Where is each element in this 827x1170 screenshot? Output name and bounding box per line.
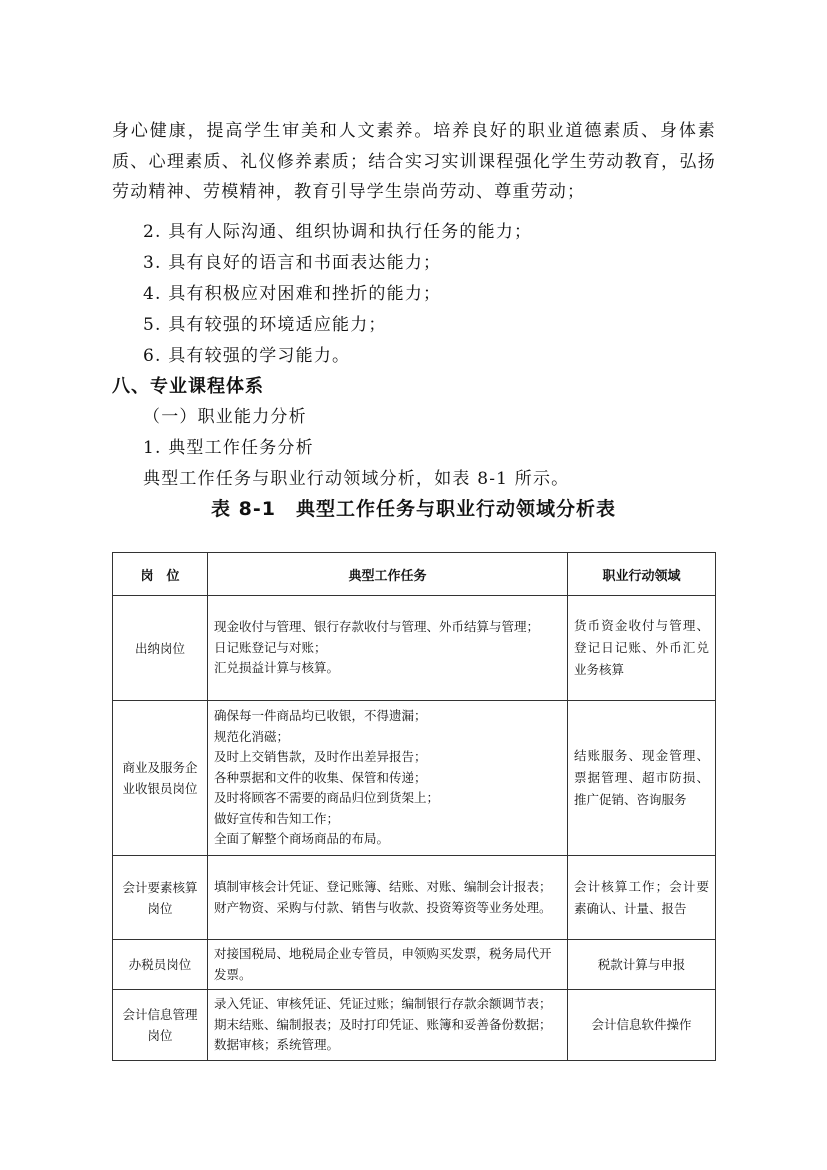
ability-item-2: 2. 具有人际沟通、组织协调和执行任务的能力； — [143, 222, 533, 242]
table-title: 表 8-1 典型工作任务与职业行动领域分析表 — [211, 498, 616, 520]
sub-item-heading: 1. 典型工作任务分析 — [143, 438, 314, 458]
task-item: 规范化消磁； — [214, 728, 290, 744]
task-item: 财产物资、采购与付款、销售与收款、投资筹资等业务处理。 — [214, 899, 552, 915]
position-cell: 商业及服务企业收银员岗位 — [113, 701, 208, 856]
sub-item-description: 典型工作任务与职业行动领域分析，如表 8-1 所示。 — [143, 469, 570, 489]
subsection-heading: （一）职业能力分析 — [143, 407, 307, 427]
task-item: 现金收付与管理、银行存款收付与管理、外币结算与管理； — [214, 619, 540, 635]
task-analysis-table — [112, 552, 716, 1061]
table-row — [113, 940, 716, 990]
task-item: 全面了解整个商场商品的布局。 — [214, 831, 390, 847]
table-row — [113, 701, 716, 856]
task-item: 各种票据和文件的收集、保管和传递； — [214, 769, 427, 785]
ability-item-5: 5. 具有较强的环境适应能力； — [143, 315, 387, 335]
task-item: 及时上交销售款，及时作出差异报告； — [214, 749, 427, 765]
table-row — [113, 596, 716, 701]
position-cell: 办税员岗位 — [113, 940, 208, 990]
field-cell: 结账服务、现金管理、票据管理、超市防损、推广促销、咨询服务 — [568, 701, 716, 856]
task-item: 填制审核会计凭证、登记账簿、结账、对账、编制会计报表； — [214, 879, 552, 894]
header-field: 职业行动领域 — [568, 553, 716, 596]
ability-item-3: 3. 具有良好的语言和书面表达能力； — [143, 253, 442, 273]
tasks-cell — [208, 596, 568, 701]
position-cell: 会计信息管理岗位 — [113, 990, 208, 1061]
ability-item-6: 6. 具有较强的学习能力。 — [143, 346, 351, 366]
tasks-cell — [208, 940, 568, 990]
tasks-cell — [208, 856, 568, 940]
field-cell: 货币资金收付与管理、登记日记账、外币汇兑业务核算 — [568, 596, 716, 701]
table-row — [113, 856, 716, 940]
position-cell: 出纳岗位 — [113, 596, 208, 701]
field-cell: 会计核算工作；会计要素确认、计量、报告 — [568, 856, 716, 940]
task-item: 对接国税局、地税局企业专管员，申领购买发票，税务局代开发票。 — [214, 946, 552, 982]
header-tasks: 典型工作任务 — [208, 553, 568, 596]
field-cell: 会计信息软件操作 — [568, 990, 716, 1061]
task-item: 汇兑损益计算与核算。 — [214, 660, 340, 676]
tasks-cell — [208, 701, 568, 856]
field-cell: 税款计算与申报 — [568, 940, 716, 990]
task-item: 做好宣传和告知工作； — [214, 810, 340, 826]
header-position: 岗 位 — [113, 553, 208, 596]
tasks-cell — [208, 990, 568, 1061]
table-header-row — [113, 553, 716, 596]
task-item: 录入凭证、审核凭证、凭证过账；编制银行存款余额调节表；期末结账、编制报表；及时打印凭证、账簿和妥善备份数据；数据审核；系统管理。 — [214, 996, 552, 1052]
ability-item-4: 4. 具有积极应对困难和挫折的能力； — [143, 284, 442, 304]
section-heading: 八、专业课程体系 — [112, 376, 264, 397]
intro-paragraph: 身心健康，提高学生审美和人文素养。培养良好的职业道德素质、身体素质、心理素质、礼仪修养素质；结合实习实训课程强化学生劳动教育，弘扬劳动精神、劳模精神，教育引导学生崇尚劳动、尊重劳动； — [112, 121, 716, 202]
task-item: 日记账登记与对账； — [214, 639, 327, 655]
task-item: 及时将顾客不需要的商品归位到货架上； — [214, 790, 440, 806]
task-item: 确保每一件商品均已收银，不得遗漏； — [214, 708, 427, 724]
table-row — [113, 990, 716, 1061]
position-cell: 会计要素核算岗位 — [113, 856, 208, 940]
